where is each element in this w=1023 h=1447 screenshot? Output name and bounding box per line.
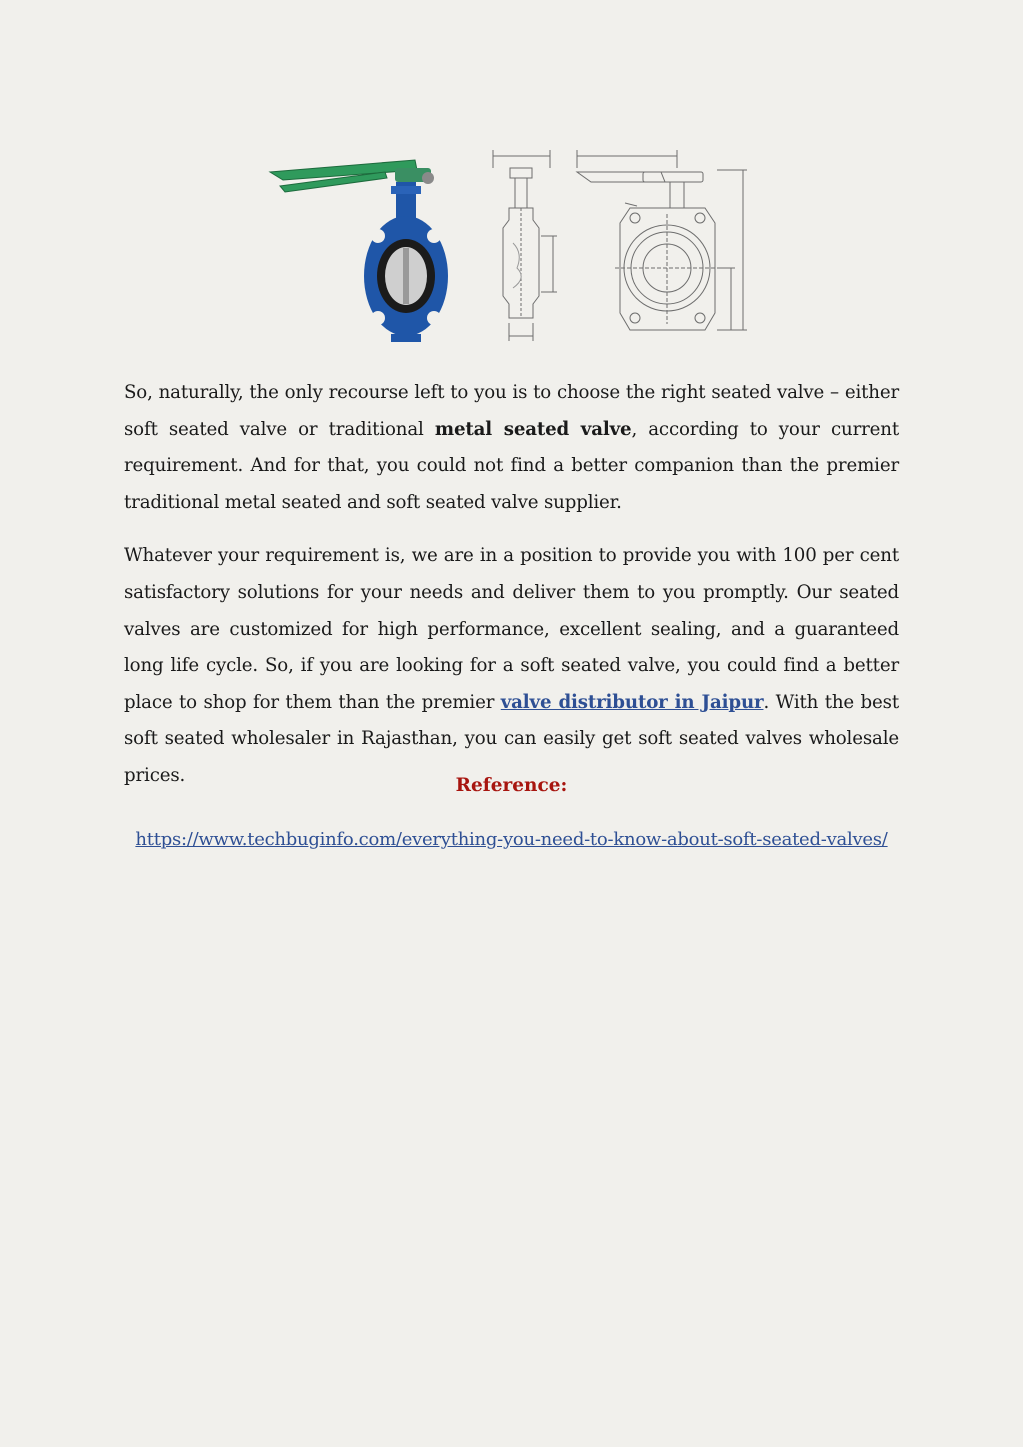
reference-url-link[interactable]: https://www.techbuginfo.com/everything-you-need-to-know-about-soft-seated-valves/ (135, 829, 888, 850)
metal-seated-valve-bold: metal seated valve (434, 418, 632, 440)
paragraph-1-text-b: , according to your current requirement. And for that, you could not find a better companion than the premier traditional metal seated and soft seated valve supplier. (124, 418, 900, 513)
valve-photo (270, 160, 448, 342)
butterfly-valve-icon (265, 148, 755, 348)
paragraph-1 (124, 375, 899, 521)
article-body (124, 375, 899, 812)
paragraph-2 (124, 538, 899, 794)
valve-figure (265, 148, 755, 348)
paragraph-2-text-b: . With the best soft seated wholesaler in Rajasthan, you can easily get soft seated valves wholesale prices. (124, 691, 899, 786)
valve-side-drawing (493, 150, 557, 341)
reference-heading: Reference: (455, 775, 568, 796)
valve-distributor-link[interactable]: valve distributor in Jaipur (500, 691, 764, 713)
paragraph-2-text-a: Whatever your requirement is, we are in a position to provide you with 100 per cent satisfactory solutions for your needs and deliver them to you promptly. Our seated valves are customized for high performance, excellent sealing, and a guaranteed long life cycle. So, if you are looking for a soft seated valve, you could find a better place to shop for them than the premier (124, 545, 899, 713)
paragraph-1-text-a: So, naturally, the only recourse left to you is to choose the right seated valve – either soft seated valve or traditional (124, 382, 899, 440)
valve-front-drawing (577, 150, 747, 330)
